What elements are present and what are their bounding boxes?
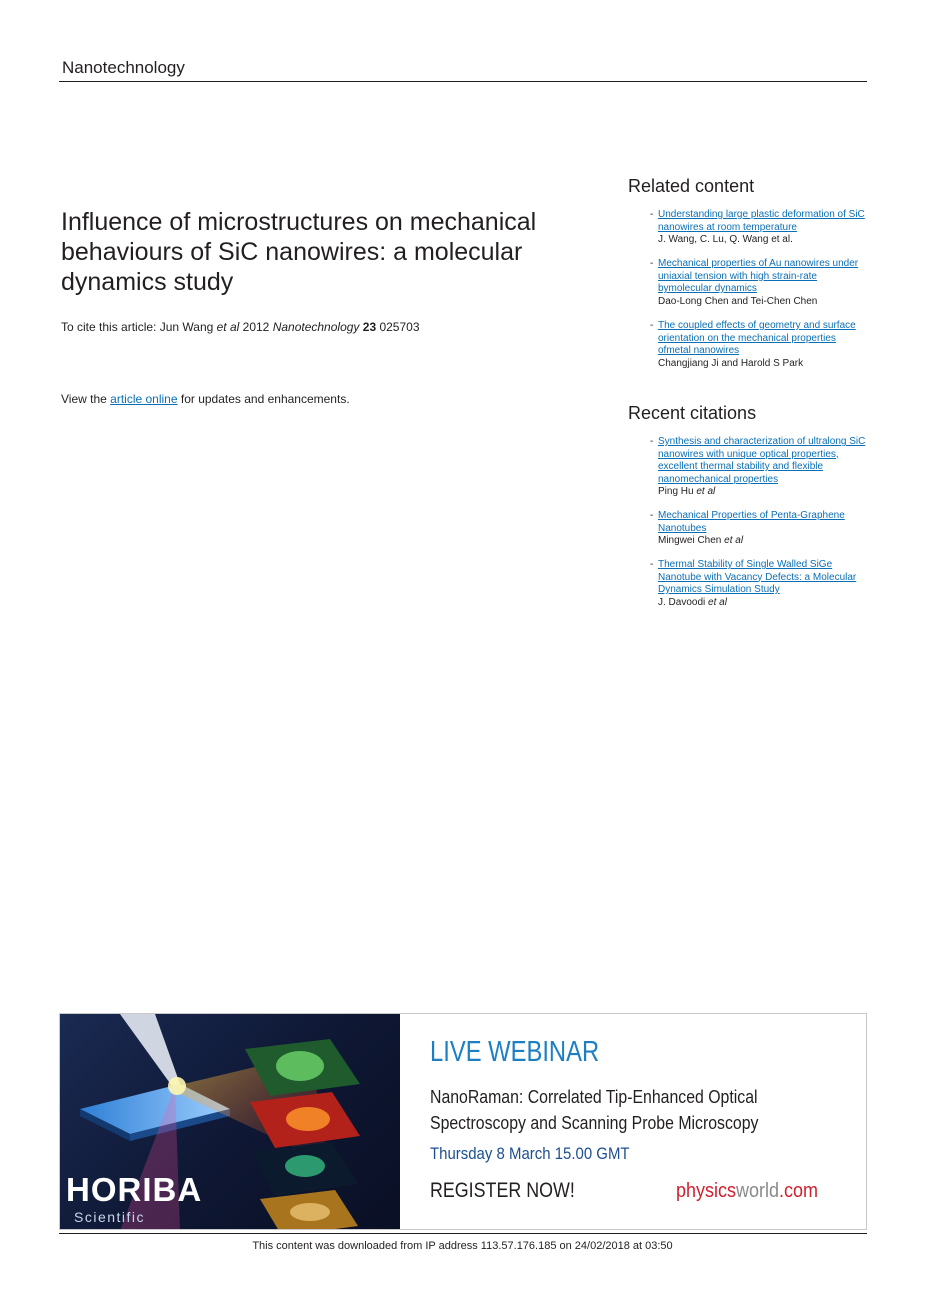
webinar-banner[interactable] xyxy=(59,1013,867,1230)
probe-tip xyxy=(120,1014,180,1086)
article-online-link[interactable]: article online xyxy=(110,392,178,406)
citation-item-link[interactable]: Mechanical Properties of Penta-Graphene Nanotubes xyxy=(658,510,845,534)
related-item-authors: Dao-Long Chen and Tei-Chen Chen xyxy=(658,295,818,307)
list-dash: - xyxy=(650,510,654,521)
related-content-heading: Related content xyxy=(628,176,755,196)
map-layer-blue xyxy=(252,1142,358,1196)
list-dash: - xyxy=(650,436,654,447)
cite-volume: 23 xyxy=(362,320,377,334)
cite-year: 2012 xyxy=(239,320,273,334)
citation-item xyxy=(650,559,868,609)
horiba-logo: HORIBA xyxy=(66,1171,203,1208)
related-item-link[interactable]: Understanding large plastic deformation of SiC nanowires at room temperature xyxy=(658,209,865,233)
view-suffix: for updates and enhancements. xyxy=(177,392,350,406)
list-dash: - xyxy=(650,559,654,570)
citation-line xyxy=(61,320,420,334)
citation-item xyxy=(650,436,868,499)
banner-illustration xyxy=(60,1014,400,1230)
related-item xyxy=(650,209,868,247)
download-footer: This content was downloaded from IP address 113.57.176.185 on 24/02/2018 at 03:50 xyxy=(252,1240,673,1252)
recent-citations-heading: Recent citations xyxy=(628,403,757,423)
map-layer-red xyxy=(250,1092,360,1148)
related-item xyxy=(650,258,868,308)
map-layer-gold xyxy=(260,1190,358,1230)
footer-divider xyxy=(59,1233,867,1234)
citation-item-authors: Ping Hu et al xyxy=(658,486,716,497)
cite-etal: et al xyxy=(216,320,240,334)
journal-name: Nanotechnology xyxy=(62,58,185,77)
banner-text-panel xyxy=(400,1014,867,1230)
list-dash: - xyxy=(650,209,654,220)
view-online-line xyxy=(61,392,350,406)
cite-prefix: To cite this article: Jun Wang xyxy=(61,320,217,334)
list-dash: - xyxy=(650,320,654,331)
citation-item xyxy=(650,510,868,548)
horiba-logo-subtitle: Scientific xyxy=(74,1209,146,1225)
related-item-link[interactable]: The coupled effects of geometry and surface orientation on the mechanical properties ofmetal nanowires xyxy=(658,320,856,356)
header-divider xyxy=(59,81,867,82)
related-item-authors: J. Wang, C. Lu, Q. Wang et al. xyxy=(658,234,793,245)
register-now-button[interactable]: REGISTER NOW! xyxy=(430,1179,575,1202)
article-title: Influence of microstructures on mechanical behaviours of SiC nanowires: a molecular dynamics study xyxy=(61,208,537,296)
physicsworld-logo: physicsworld.com xyxy=(676,1180,819,1202)
citation-item-link[interactable]: Thermal Stability of Single Walled SiGe Nanotube with Vacancy Defects: a Molecular Dynamics Simulation Study xyxy=(658,559,857,595)
related-item-link[interactable]: Mechanical properties of Au nanowires under uniaxial tension with high strain-rate bymolecular dynamics xyxy=(658,258,859,294)
citation-item-link[interactable]: Synthesis and characterization of ultralong SiC nanowires with unique optical properties, excellent thermal stability and flexible nanomechanical properties xyxy=(658,436,866,485)
related-item-authors: Changjiang Ji and Harold S Park xyxy=(658,357,804,369)
related-item xyxy=(650,320,868,370)
cite-number: 025703 xyxy=(376,320,420,334)
citation-item-authors: Mingwei Chen et al xyxy=(658,535,744,546)
laser-spot xyxy=(168,1077,186,1095)
webinar-title: NanoRaman: Correlated Tip-Enhanced Optical Spectroscopy and Scanning Probe Microscopy xyxy=(430,1087,759,1133)
banner-headline: LIVE WEBINAR xyxy=(430,1036,600,1068)
citation-item-authors: J. Davoodi et al xyxy=(658,596,727,608)
list-dash: - xyxy=(650,258,654,269)
webinar-date: Thursday 8 March 15.00 GMT xyxy=(430,1144,630,1163)
view-prefix: View the xyxy=(61,392,111,406)
cite-journal: Nanotechnology xyxy=(272,320,360,334)
